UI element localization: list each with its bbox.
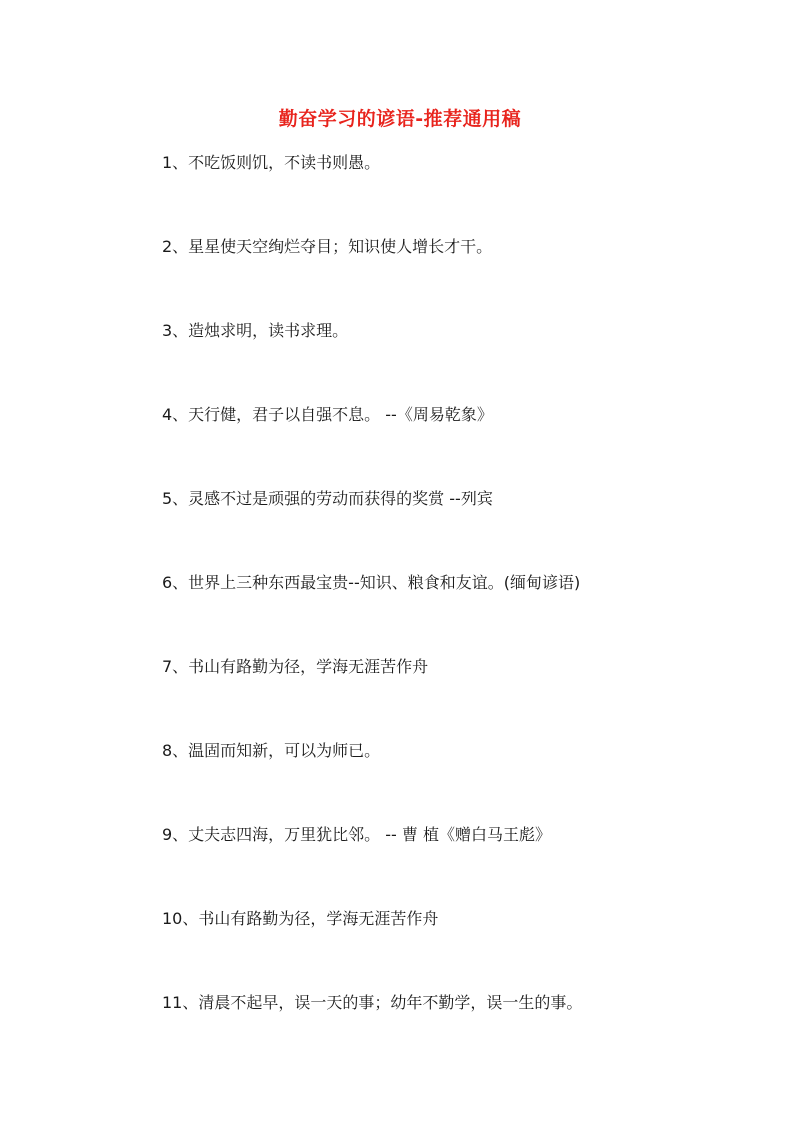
proverb-item: 3、造烛求明，读书求理。: [162, 321, 349, 340]
proverb-item: 5、灵感不过是顽强的劳动而获得的奖赏 --列宾: [162, 489, 493, 508]
proverb-item: 11、清晨不起早，误一天的事；幼年不勤学，误一生的事。: [162, 993, 583, 1012]
proverb-list: [162, 148, 762, 1072]
proverb-item: 9、丈夫志四海，万里犹比邻。 -- 曹 植《赠白马王彪》: [162, 825, 551, 844]
proverb-item: 8、温固而知新，可以为师已。: [162, 741, 381, 760]
document-title: 勤奋学习的谚语-推荐通用稿: [278, 108, 522, 130]
proverb-item: 6、世界上三种东西最宝贵--知识、粮食和友谊。(缅甸谚语): [162, 573, 581, 592]
proverb-item: 4、天行健，君子以自强不息。 --《周易乾象》: [162, 405, 493, 424]
proverb-item: 7、书山有路勤为径，学海无涯苦作舟: [162, 657, 429, 676]
proverb-item: 10、书山有路勤为径，学海无涯苦作舟: [162, 909, 439, 928]
proverb-item: 1、不吃饭则饥，不读书则愚。: [162, 153, 381, 172]
proverb-item: 2、星星使天空绚烂夺目；知识使人增长才干。: [162, 237, 493, 256]
